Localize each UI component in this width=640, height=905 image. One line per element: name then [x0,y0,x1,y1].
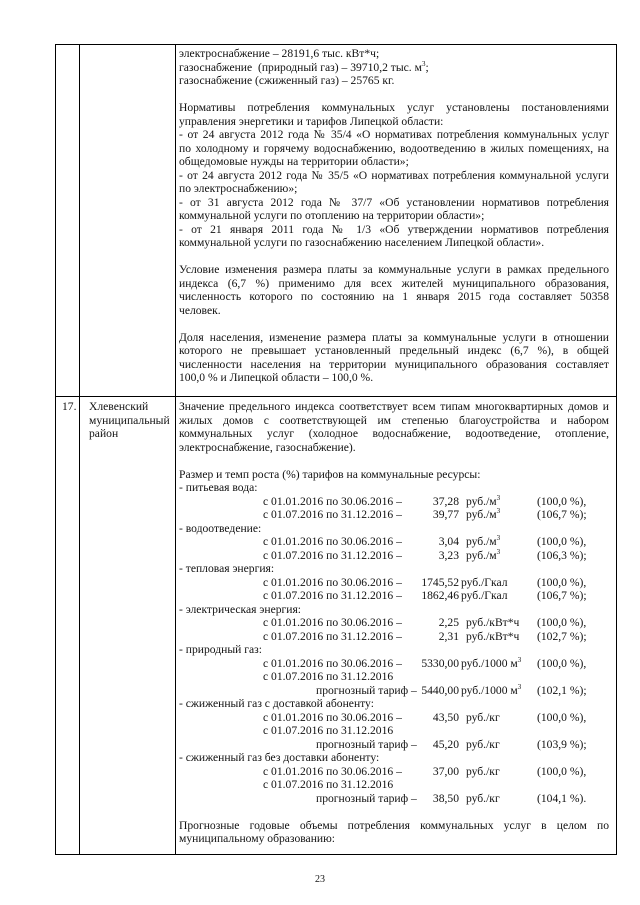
category-label: - питьевая вода: [179,481,258,494]
text-line: - от 21 января 2011 года № 1/3 «Об утверждении нормативов потребления [179,222,609,236]
tariff-row [179,684,609,698]
tariff-unit: руб./кВт*ч [466,629,520,643]
district-name: Хлевенский муниципальный район [89,400,170,440]
text-line: электроснабжение, газоснабжение). [179,440,356,454]
tariff-value: 39,77 [432,508,459,521]
text-line: Прогнозные годовые объемы потребления коммунальных услуг в целом по [179,818,609,832]
tariff-value: 37,00 [432,764,459,778]
tariff-growth: (100,0 %), [537,575,587,589]
tariff-unit: $руб./м^3$ [466,507,501,521]
tariff-growth: (100,0 %), [537,494,587,508]
text-line: Условие изменения размера платы за коммунальные услуги в рамках предельного [179,263,609,276]
text-line: - от 31 августа 2012 года № 37/7 «Об установлении нормативов потребления [179,195,609,209]
period-label: с 01.07.2016 по 31.12.2016 – [263,589,402,602]
tariff-row [179,711,609,725]
tariff-row [179,616,609,630]
tariff-unit: $руб./м^3$ [466,547,501,562]
category-label: - сжиженный газ без доставки абоненту: [179,751,380,764]
tariff-unit: руб./Гкал [461,575,508,589]
tariff-value: 45,20 [432,737,459,751]
tariff-growth: (100,0 %), [537,616,587,629]
tariff-growth: (100,0 %), [537,710,587,724]
text-line: Значение предельного индекса соответствует всем типам многоквартирных домов и [179,400,609,413]
tariff-unit: руб./1000 $м^3$ [461,655,522,670]
text-line: общедомовые нужды на территории области»; [179,155,409,168]
text-line: жилых домов с соответствующей им степенью благоустройства и набором [179,413,609,427]
category-label: - сжиженный газ с доставкой абоненту: [179,697,374,710]
text-line: коммунальной услуги по отоплению на территории области»; [179,209,485,222]
category-label: - тепловая энергия: [179,562,275,575]
tariff-growth: (100,0 %), [537,656,587,670]
tariff-row [179,508,609,522]
period-label: с 01.07.2016 по 31.12.2016 – [263,508,402,521]
period-label: с 01.01.2016 по 30.06.2016 – [263,616,402,629]
tariff-value: 37,28 [432,494,459,508]
table-row [56,397,616,854]
tariff-row [179,495,609,509]
tariff-unit: руб./кг [466,710,500,724]
tariff-value: 38,50 [432,791,459,805]
text-line: электроснабжение – 28191,6 тыс. кВт*ч; [179,47,380,60]
tariff-unit: $руб./м^3$ [466,534,501,548]
tariff-unit: руб./1000 $м^3$ [461,682,522,697]
text-line: человек. [179,303,221,317]
text-line: - от 24 августа 2012 года № 35/5 «О нормативах потребления коммунальной услуги [179,168,609,182]
text-line: коммунальной услуги по газоснабжению населением Липецкой области». [179,236,545,249]
text-line: газоснабжение (сжиженный газ) – 25765 кг. [179,74,395,87]
period-label: с 01.07.2016 по 31.12.2016 – [263,548,402,562]
period-label: с 01.07.2016 по 31.12.2016 [263,724,394,737]
page-number: 23 [315,874,325,885]
tariff-row [179,630,609,644]
period-label: с 01.01.2016 по 30.06.2016 – [263,575,402,589]
document-table [55,44,617,855]
text-line: газоснабжение (природный газ) – 39710,2 тыс. $м^3$; [179,59,429,74]
tariff-value: 5330,00 [421,656,459,670]
period-label: с 01.07.2016 по 31.12.2016 [263,670,394,683]
text-line: индекса (6,7 %) применимо для всех жителей муниципального образования, [179,276,609,290]
tariff-row [179,738,609,752]
tariff-growth: (102,1 %); [537,683,587,697]
tariff-growth: (106,7 %); [537,589,587,602]
tariff-row [179,724,609,738]
text-line: коммунальных услуг (холодное водоснабжение, водоотведение, отопление, [179,427,609,440]
period-label: с 01.01.2016 по 30.06.2016 – [263,764,402,778]
period-label: с 01.07.2016 по 31.12.2016 [263,778,394,791]
tariff-growth: (103,9 %); [537,737,587,751]
tariff-row [179,549,609,563]
forecast-label: прогнозный тариф – [316,683,417,697]
period-label: с 01.07.2016 по 31.12.2016 – [263,629,402,643]
category-label: - электрическая энергия: [179,602,302,616]
column-divider [79,45,80,396]
text-line: которого не превышает установленный предельный индекс (6,7 %), в общей [179,344,609,357]
row-number: 17. [62,400,77,413]
category-label: - природный газ: [179,643,262,656]
tariff-value: 1862,46 [421,589,459,602]
tariff-row [179,589,609,603]
tariff-row [179,535,609,549]
tariff-row [179,670,609,684]
tariff-value: 43,50 [432,710,459,724]
tariff-value: 2,25 [438,616,459,629]
tariff-unit: $руб./м^3$ [466,493,501,508]
text-line: численность которого по состоянию на 1 января 2015 года составляет 50358 [179,290,609,303]
forecast-label: прогнозный тариф – [316,737,417,751]
text-line: численности населения на территории муниципального образования составляет [179,357,609,371]
text-line: по электроснабжению»; [179,182,298,195]
tariff-unit: руб./Гкал [461,589,508,602]
tariff-value: 3,04 [438,535,459,548]
tariff-value: 1745,52 [421,575,459,589]
forecast-label: прогнозный тариф – [316,791,417,805]
tariff-growth: (100,0 %), [537,764,587,778]
tariff-growth: (100,0 %), [537,535,587,548]
row-content [179,400,609,846]
tariff-growth: (106,7 %); [537,508,587,521]
period-label: с 01.01.2016 по 30.06.2016 – [263,656,402,670]
text-line: муниципальному образованию: [179,832,335,845]
tariff-unit: руб./кг [466,764,500,778]
tariff-unit: руб./кг [466,791,500,805]
tariff-value: 3,23 [438,548,459,562]
text-line: Нормативы потребления коммунальных услуг установлены постановлениями [179,101,609,114]
tariff-row [179,778,609,792]
tariff-unit: руб./кг [466,737,500,751]
period-label: с 01.01.2016 по 30.06.2016 – [263,710,402,724]
row-content [179,47,609,385]
tariff-value: 5440,00 [421,683,459,697]
tariff-growth: (102,7 %); [537,629,587,643]
tariff-value: 2,31 [438,629,459,643]
tariff-growth: (104,1 %). [537,791,587,805]
text-line: Доля населения, изменение размера платы за коммунальные услуги в отношении [179,330,609,344]
column-divider [175,45,176,396]
text-line: - от 24 августа 2012 года № 35/4 «О нормативах потребления коммунальных услуг [179,128,609,141]
text-line: управления энергетики и тарифов Липецкой области: [179,114,444,128]
category-label: - водоотведение: [179,521,262,535]
period-label: с 01.01.2016 по 30.06.2016 – [263,494,402,508]
tariff-row [179,792,609,806]
column-divider [79,397,80,854]
text-line: 100,0 % и Липецкой области – 100,0 %. [179,371,374,384]
table-row [56,45,616,397]
text-line: по холодному и горячему водоснабжению, водоотведению в жилых помещениях, на [179,141,609,155]
column-divider [175,397,176,854]
tariff-unit: руб./кВт*ч [466,616,520,629]
tariff-growth: (106,3 %); [537,548,587,562]
tariffs-title: Размер и темп роста (%) тарифов на коммунальные ресурсы: [179,467,481,481]
period-label: с 01.01.2016 по 30.06.2016 – [263,535,402,548]
tariff-row [179,765,609,779]
tariff-row [179,576,609,590]
tariff-row [179,657,609,671]
